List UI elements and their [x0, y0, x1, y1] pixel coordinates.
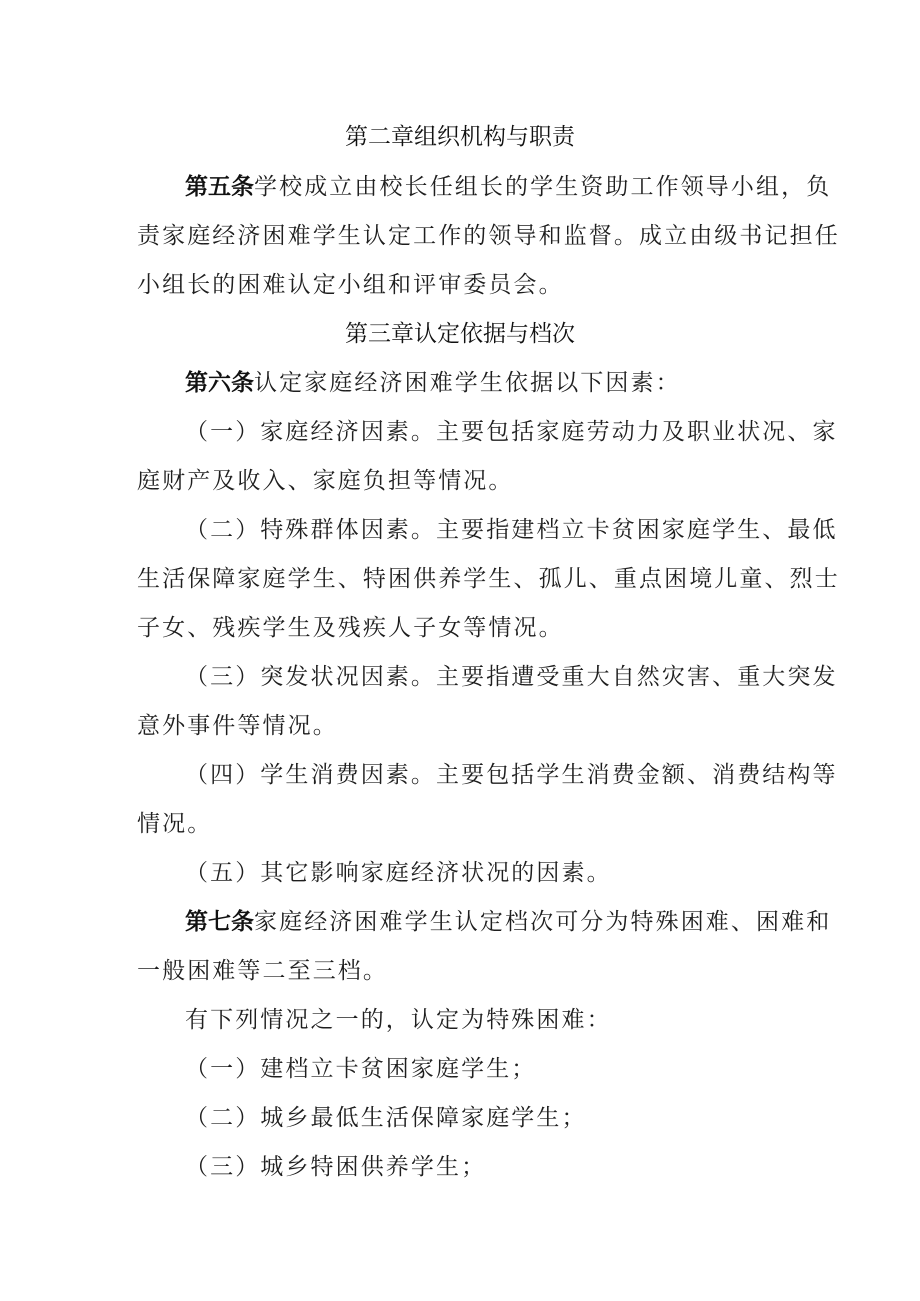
article-6-item-4-line-2: 情况。: [137, 811, 213, 837]
article-5-text-1: 学校成立由校长任组长的学生资助工作领导小组，负: [254, 174, 832, 200]
article-6-item-3-line-1: （三）突发状况因素。主要指遭受重大自然灾害、重大突发: [185, 664, 838, 690]
article-7-list-item-2: （二）城乡最低生活保障家庭学生；: [185, 1105, 587, 1131]
article-6-item-1-line-2: 庭财产及收入、家庭负担等情况。: [137, 468, 514, 494]
article-6-item-1-line-1: （一）家庭经济因素。主要包括家庭劳动力及职业状况、家: [185, 419, 838, 445]
article-7-label: 第七条: [185, 909, 254, 935]
article-6-item-2-line-1: （二）特殊群体因素。主要指建档立卡贫困家庭学生、最低: [185, 517, 838, 543]
article-7-paragraph-line-1: [185, 903, 831, 936]
article-7-text-1: 家庭经济困难学生认定档次可分为特殊困难、困难和: [254, 909, 832, 935]
article-6-label: 第六条: [185, 370, 254, 396]
article-6-item-5-line-1: （五）其它影响家庭经济状况的因素。: [185, 860, 612, 886]
article-7-list-item-3: （三）城乡特困供养学生；: [185, 1154, 487, 1180]
chapter-2-heading: 第二章组织机构与职责: [345, 124, 575, 150]
article-7-line-2: 一般困难等二至三档。: [137, 958, 388, 984]
article-5-line-2: 责家庭经济困难学生认定工作的领导和监督。成立由级书记担任: [137, 223, 840, 249]
article-6-item-2-line-3: 子女、残疾学生及残疾人子女等情况。: [137, 615, 564, 641]
article-6-item-3-line-2: 意外事件等情况。: [137, 713, 338, 739]
article-6-text-1: 认定家庭经济困难学生依据以下因素：: [254, 370, 681, 396]
article-7-intro: 有下列情况之一的，认定为特殊困难：: [185, 1007, 612, 1033]
article-6-paragraph-line-1: [185, 364, 681, 397]
article-7-list-item-1: （一）建档立卡贫困家庭学生；: [185, 1056, 537, 1082]
chapter-3-heading: 第三章认定依据与档次: [345, 321, 575, 347]
article-5-line-3: 小组长的困难认定小组和评审委员会。: [137, 272, 564, 298]
article-6-item-2-line-2: 生活保障家庭学生、特困供养学生、孤儿、重点困境儿童、烈士: [137, 566, 840, 592]
article-5-paragraph-line-1: [185, 168, 831, 201]
article-5-label: 第五条: [185, 174, 254, 200]
article-6-item-4-line-1: （四）学生消费因素。主要包括学生消费金额、消费结构等: [185, 762, 838, 788]
